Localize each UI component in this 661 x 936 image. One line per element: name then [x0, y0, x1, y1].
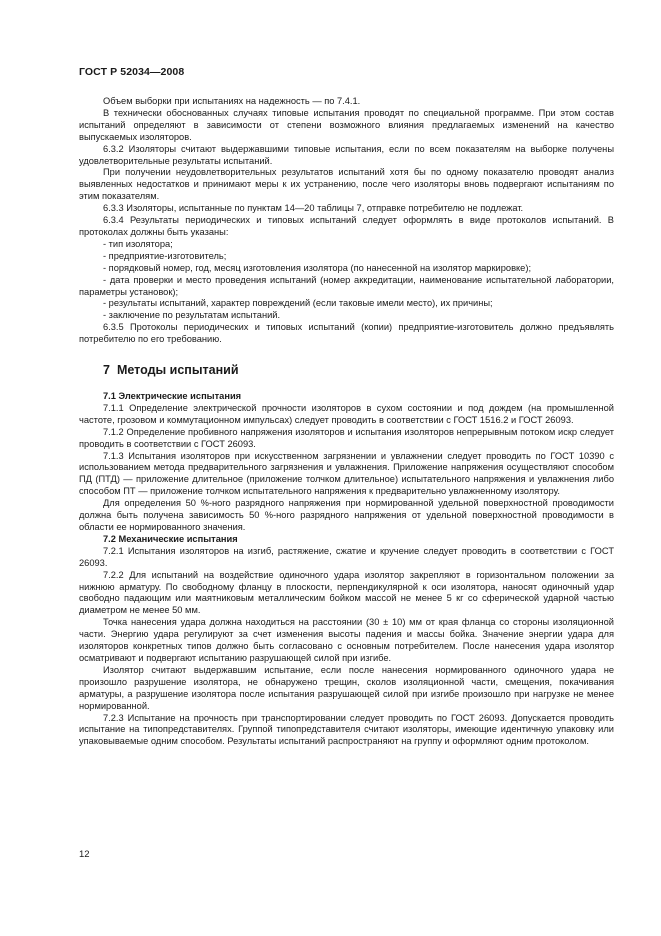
paragraph: При получении неудовлетворительных результатов испытаний хотя бы по одному показателю проводят анализ выявленных недостатков и принимают меры к их устранению, после чего изоляторы вновь подвергают испытаниям по этим показателям. — [79, 167, 614, 202]
paragraph-6-3-3: 6.3.3 Изоляторы, испытанные по пунктам 14—20 таблицы 7, отправке потребителю не подлежат. — [103, 203, 524, 214]
page-number: 12 — [79, 849, 90, 860]
paragraph-7-1-1: 7.1.1 Определение электрической прочности изоляторов в сухом состоянии и под дождем (на промышленной частоте, грозовом и коммутационном импульсах) следует проводить в соответствии с ГОСТ 1516.2 и ГОСТ 26093. — [79, 402, 614, 425]
paragraph: В технически обоснованных случаях типовые испытания проводят по специальной программе. При этом состав испытаний определяют в зависимости от степени возможного влияния предлагаемых изменений на качество выпускаемых изоляторов. — [79, 107, 614, 142]
list-item: - результаты испытаний, характер повреждений (если таковые имели место), их причины; — [103, 298, 493, 309]
section-number: 7 — [103, 363, 110, 378]
paragraph: Объем выборки при испытаниях на надежность — по 7.4.1. — [103, 96, 361, 106]
list-item: - заключение по результатам испытаний. — [103, 310, 281, 321]
list-item: - предприятие-изготовитель; — [103, 250, 227, 261]
paragraph-7-1-2: 7.1.2 Определение пробивного напряжения изоляторов и испытания изоляторов непрерывным потоком искр следует проводить в соответствии с ГОСТ 26093. — [79, 426, 614, 449]
paragraph-7-2-2: 7.2.2 Для испытаний на воздействие одиночного удара изолятор закрепляют в горизонтальном положении за нижнюю арматуру. По свободному фланцу в плоскости, перпендикулярной к оси изолятора, наносят одиночный удар свободно падающим или маятниковым металлическим бойком массой не менее 5 кг со сферической ударной частью диаметром не менее 50 мм. — [79, 569, 614, 616]
list-item: - дата проверки и место проведения испытаний (номер аккредитации, наименование испытательной лаборатории, параметры установок); — [79, 274, 614, 297]
document-header: ГОСТ Р 52034—2008 — [79, 66, 185, 78]
subsection-heading-7-2: 7.2 Механические испытания — [103, 533, 238, 544]
page-content — [79, 96, 614, 748]
paragraph-7-1-3: 7.1.3 Испытания изоляторов при искусственном загрязнении и увлажнении следует проводить по ГОСТ 10390 с использованием метода предварительного загрязнения и увлажнения. Приложение напряжения осуществляют способом ПД (ПТД) — приложение длительное (приложение толчком длительное) испытательного напряжения и увлажнения либо способом ПТ — приложение толчком испытательного напряжения к предварительно увлажненному изолятору. — [79, 450, 614, 497]
paragraph-7-2-1: 7.2.1 Испытания изоляторов на изгиб, растяжение, сжатие и кручение следует проводить в соответствии с ГОСТ 26093. — [79, 545, 614, 568]
paragraph-6-3-4: 6.3.4 Результаты периодических и типовых испытаний следует оформлять в виде протоколов испытаний. В протоколах должны быть указаны: — [79, 215, 614, 237]
paragraph-6-3-2: 6.3.2 Изоляторы считают выдержавшими типовые испытания, если по всем показателям на выборке получены удовлетворительные результаты испытаний. — [79, 143, 614, 166]
section-heading — [103, 363, 614, 378]
paragraph: Для определения 50 %-ного разрядного напряжения при нормированной удельной поверхностной проводимости должна быть получена зависимость 50 %-ного разрядного напряжения от удельной поверхностной проводимости в области ее нормированного значения. — [79, 498, 614, 532]
list-item: - порядковый номер, год, месяц изготовления изолятора (по нанесенной на изолятор маркировке); — [103, 262, 532, 273]
subsection-heading-7-1: 7.1 Электрические испытания — [103, 391, 242, 402]
paragraph-7-2-3: 7.2.3 Испытание на прочность при транспортировании следует проводить по ГОСТ 26093. Допускается проводить испытание на типопредставителях. Группой типопредставителя считают изоляторы, имеющие идентичную упаковку или упаковываемые одним способом. Результаты испытаний распространяют на группу и оформляют одним протоколом. — [79, 712, 614, 747]
paragraph: Изолятор считают выдержавшим испытание, если после нанесения нормированного одиночного удара не произошло разрушение изолятора, не обнаружено трещин, сколов изоляционной части, смещения, покачивания арматуры, а разрушение изолятора после испытания разрушающей силой при изгибе произошло при нагрузке не менее нормированной. — [79, 664, 614, 711]
paragraph: Точка нанесения удара должна находиться на расстоянии (30 ± 10) мм от края фланца со стороны изоляционной части. Энергию удара регулируют за счет изменения высоты падения и массы бойка. Значение энергии удара для изоляторов конкретных типов должно быть согласовано с основным потребителем. После нанесения удара изолятор осматривают и подвергают испытанию разрушающей силой при изгибе. — [79, 617, 614, 663]
section-title: Методы испытаний — [116, 363, 239, 378]
list-item: - тип изолятора; — [103, 238, 173, 249]
paragraph-6-3-5: 6.3.5 Протоколы периодических и типовых испытаний (копии) предприятие-изготовитель должно предъявлять потребителю по его требованию. — [79, 322, 614, 345]
